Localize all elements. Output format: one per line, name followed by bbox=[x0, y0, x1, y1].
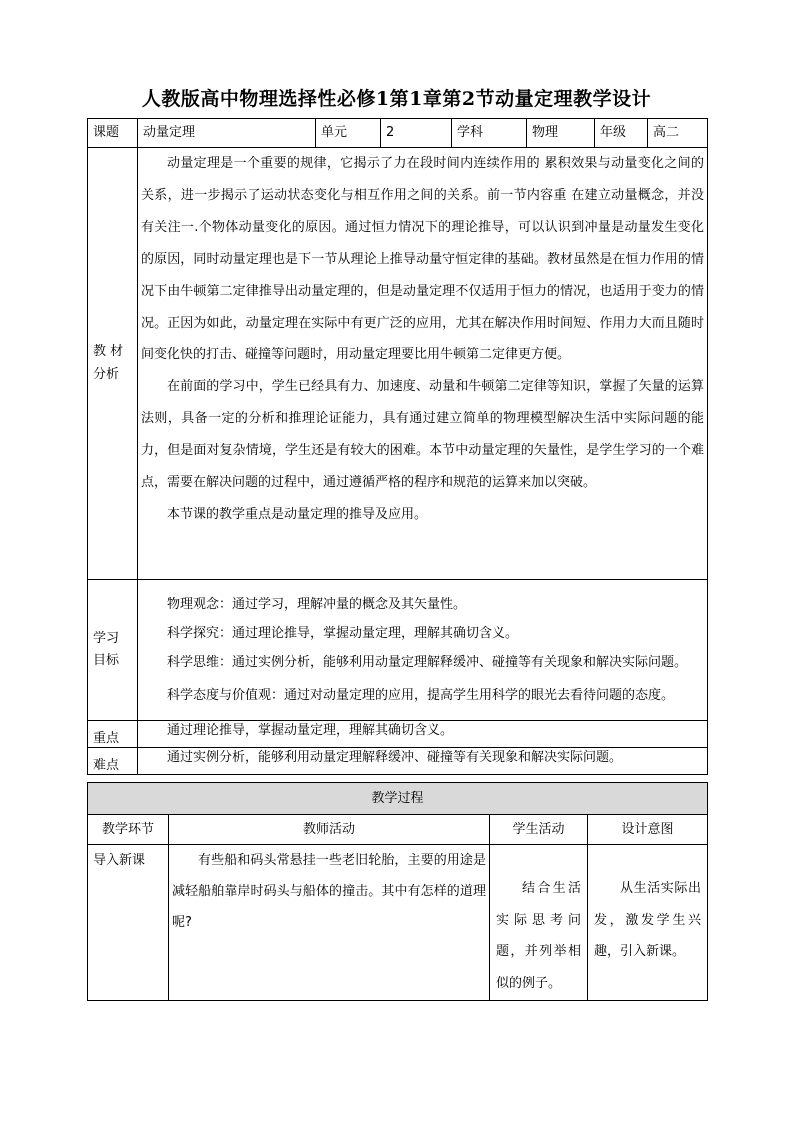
goal-item-4: 科学态度与价值观：通过对动量定理的应用，提高学生用科学的眼光去看待问题的态度。 bbox=[167, 688, 675, 703]
stage-cell: 导入新课 bbox=[88, 845, 169, 1001]
key-point-label: 重点 bbox=[88, 721, 138, 748]
difficulty-label: 难点 bbox=[88, 748, 138, 775]
analysis-paragraph-3: 本节课的教学重点是动量定理的推导及应用。 bbox=[167, 506, 428, 522]
col-stage-header: 教学环节 bbox=[88, 815, 169, 845]
goal-item-1: 物理观念：通过学习，理解冲量的概念及其矢量性。 bbox=[167, 597, 467, 612]
goal-item-3: 科学思维：通过实例分析，能够利用动量定理解释缓冲、碰撞等有关现象和解决实际问题。 bbox=[167, 655, 688, 670]
teacher-activity-text: 有些船和码头常悬挂一些老旧轮胎，主要的用途是减轻船舶靠岸时码头与船体的撞击。其中有怎样的道理呢? bbox=[172, 853, 486, 930]
table-row bbox=[88, 845, 708, 1001]
difficulty-text: 通过实例分析，能够利用动量定理解释缓冲、碰撞等有关现象和解决实际问题。 bbox=[167, 750, 623, 765]
document-title: 人教版高中物理选择性必修1第1章第2节动量定理教学设计 bbox=[141, 88, 652, 110]
col-intent-header: 设计意图 bbox=[588, 815, 708, 845]
process-table bbox=[87, 782, 708, 815]
analysis-content bbox=[138, 148, 708, 580]
analysis-paragraph-2: 在前面的学习中，学生已经具有力、加速度、动量和牛顿第二定律等知识，掌握了矢量的运算法则，具备一定的分析和推理论证能力，具有通过建立简单的物理模型解决生活中实际问题的能力，但是面对复杂情境，学生还是有较大的困难。本节中动量定理的矢量性，是学生学习的一个难点，需要在解决问题的过程中，通过遵循严格的程序和规范的运算来加以突破。 bbox=[141, 379, 704, 491]
grade-label: 年级 bbox=[595, 119, 648, 148]
teacher-activity-cell bbox=[169, 845, 490, 1001]
process-detail-table bbox=[87, 814, 708, 1001]
grade-value: 高二 bbox=[648, 119, 708, 148]
intent-cell bbox=[588, 845, 708, 1001]
topic-value: 动量定理 bbox=[138, 119, 316, 148]
goals-label-text: 学习 目标 bbox=[93, 630, 120, 668]
unit-value: 2 bbox=[381, 119, 452, 148]
student-activity-text: 结合生活实际思考问题，并列举相似的例子。 bbox=[496, 881, 581, 991]
goals-label bbox=[88, 580, 138, 721]
analysis-paragraph-1: 动量定理是一个重要的规律，它揭示了力在段时间内连续作用的 累积效果与动量变化之间的关系，进一步揭示了运动状态变化与相互作用之间的关系。前一节内容重 在建立动量概念，并没有关注一.个物体动量变化的原因。通过恒力情况下的理论推导，可以认识到冲量是动量发生变化的原因，同时动量定理也是下一节从理论上推导动量守恒定律的基础。教材虽然是在恒力作用的情况下由牛顿第二定律推导出动量定理的，但是动量定理不仅适用于恒力的情况，也适用于变力的情况。正因为如此，动量定理在实际中有更广泛的应用，尤其在解决作用时间短、作用力大而且随时间变化快的打击、碰撞等问题时，用动量定理要比用牛顿第二定律更方便。 bbox=[141, 156, 704, 363]
subject-value: 物理 bbox=[527, 119, 595, 148]
analysis-label bbox=[88, 148, 138, 580]
student-activity-cell bbox=[490, 845, 588, 1001]
difficulty-content bbox=[138, 748, 708, 775]
analysis-label-text: 教 材 分析 bbox=[93, 344, 124, 382]
key-point-content bbox=[138, 721, 708, 748]
process-header: 教学过程 bbox=[88, 783, 708, 815]
unit-label: 单元 bbox=[316, 119, 381, 148]
col-teacher-header: 教师活动 bbox=[169, 815, 490, 845]
topic-label: 课题 bbox=[88, 119, 138, 148]
subject-label: 学科 bbox=[452, 119, 527, 148]
intent-text: 从生活实际出发，激发学生兴趣，引入新课。 bbox=[594, 881, 701, 959]
goals-content bbox=[138, 580, 708, 721]
key-point-text: 通过理论推导，掌握动量定理，理解其确切含义。 bbox=[167, 723, 454, 738]
goal-item-2: 科学探究：通过理论推导，掌握动量定理，理解其确切含义。 bbox=[167, 626, 519, 641]
lesson-info-table bbox=[87, 118, 708, 775]
col-student-header: 学生活动 bbox=[490, 815, 588, 845]
